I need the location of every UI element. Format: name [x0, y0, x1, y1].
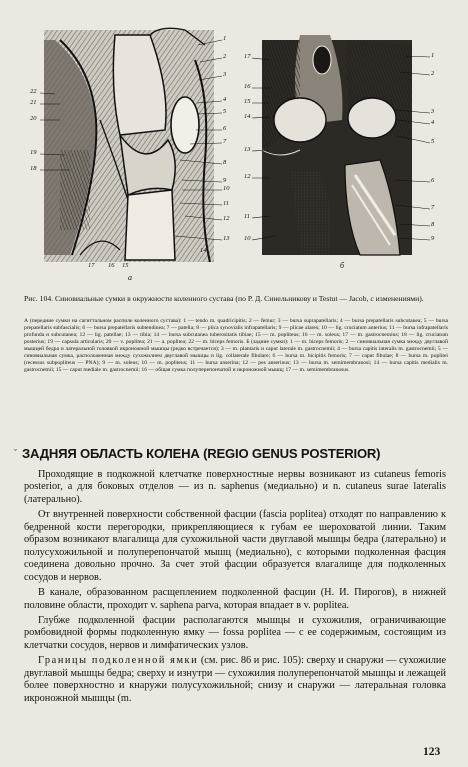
- label-b-10: 10: [244, 235, 251, 242]
- label-a-4: 4: [223, 96, 227, 103]
- label-b-6: 6: [431, 177, 435, 184]
- label-b-5: 5: [431, 138, 435, 145]
- label-b-2: 2: [431, 70, 435, 77]
- paragraph-2: От внутренней поверхности собственной фасции (fascia poplitea) отходят по направлению к бедренной кости перегородки, прикрепляющиеся к губам ее шероховатой линии. Таким образом возникают влагалища для сухожильной части двуглавой мышцы бедра (латерально) и полусухожильной и полуперепончатой мышц (медиально), с которыми подколенная фасция соединена довольно прочно. За счет этой фасции образуется влагалище для подколенных сосудов и нервов.: [24, 509, 446, 583]
- label-a-15: 15: [122, 262, 129, 269]
- label-a-22: 22: [30, 88, 37, 95]
- label-a-7: 7: [223, 138, 227, 145]
- figure-drawing: [0, 0, 468, 300]
- label-a-3: 3: [223, 71, 227, 78]
- label-a-20: 20: [30, 115, 37, 122]
- figure-caption-legend: А (передние сумки на сагиттальном распиле коленного сустава): 1 — tendo m. quadricipitis; 2 — femur; 3 — bursa suprapatellaris; 4 — bursa prepatellaris subcutanea; 5 — bursa prepatellaris subfascialis; 6 — bursa prepatellaris subtendinea; 7 — patella; 8 — plica synovialis infrapatellaris; 9 — plicae alares; 10 — lig. cruciatum anterius; 11 — bursa infrapatellaris profunda и subcutanea; 12 — lig. patellae; 13 — tibia; 14 — bursa subcutanea tuberositatis tibiae; 15 — m. popliteus; 16 — m. soleus; 17 — m. gastrocnemius; 18 — lig. cruciatum posterius; 19 — capsula articularis; 20 — v. poplitea; 21 — a. poplitea; 22 — m. biceps femoris. Б (задние сумки): 1 — m. biceps femoris; 2 — синовиальная сумка между двуглавой мышцей бедра и латеральной головкой икроножной мышцы (редко встречается); 3 — m. plantaris и caput laterale m. gastrocnemii; 4 — bursa capitis lateralis m. gastrocnemii; 5 — синовиальная сумка, расположенная между сухожилием двуглавой мышцы и lig. collaterale fibulare; 6 — bursa m. bicipitis femoris; 7 — caput fibulae; 8 — bursa m. poplitei (recessus subpopliteus — PNA); 9 — m. soleus; 10 — m. popliteus; 11 — bursa anserina; 12 — pes anserinus; 13 — bursa m. semimembranosi; 14 — bursa capitis medialis m. gastrocnemii; 15 — caput mediale m. gastrocnemii; 16 — общая сумка полуперепончатой и икроножной мышц; 17 — m. semimembranosus.: [24, 318, 448, 373]
- label-b-3: 3: [431, 108, 435, 115]
- label-b-1: 1: [431, 52, 435, 59]
- paragraph-5-text: (см. рис. 86 и рис. 105): сверху и снаружи — сухожилие двуглавой мышцы бедра; сверху и изнутри — сухожилия полуперепончатой мышцы и лежащей более поверхностно и кнаружи полусухожильной; снизу и снаружи — латеральная головка икроножной мышцы (m.: [24, 655, 447, 704]
- label-a-1: 1: [223, 35, 227, 42]
- panel-a-letter: а: [128, 273, 132, 282]
- label-a-8: 8: [223, 159, 227, 166]
- label-a-19: 19: [30, 149, 37, 156]
- label-a-17: 17: [88, 262, 95, 269]
- panel-a-illustration: [44, 28, 214, 262]
- page-number: 123: [423, 746, 441, 758]
- figure-caption-title: Рис. 104. Синовиальные сумки в окружности коленного сустава (по Р. Д. Синельникову и Testut — Jacob, с изменениями).: [24, 294, 424, 303]
- label-a-18: 18: [30, 165, 37, 172]
- label-b-4: 4: [431, 119, 435, 126]
- figure: [0, 0, 468, 300]
- label-b-8: 8: [431, 221, 435, 228]
- section-heading: ЗАДНЯЯ ОБЛАСТЬ КОЛЕНА (REGIO GENUS POSTERIOR): [22, 446, 381, 461]
- label-b-17: 17: [244, 53, 251, 60]
- label-a-10: 10: [223, 185, 230, 192]
- label-a-14: 14: [200, 247, 207, 254]
- label-b-12: 12: [244, 173, 251, 180]
- label-a-11: 11: [223, 200, 230, 207]
- label-b-15: 15: [244, 98, 251, 105]
- label-b-7: 7: [431, 204, 435, 211]
- label-a-16: 16: [108, 262, 115, 269]
- paragraph-4: Глубже подколенной фасции располагаются мышцы и сухожилия, ограничивающие ромбовидной формы подколенную ямку — fossa poplitea — с ее содержимым, состоящим из клетчатки сосудов, нервов и лимфатических узлов.: [24, 614, 446, 651]
- label-b-16: 16: [244, 83, 251, 90]
- label-a-5: 5: [223, 108, 227, 115]
- spaced-heading: Границы подколенной ямки: [38, 655, 199, 667]
- label-a-6: 6: [223, 125, 227, 132]
- paragraph-3: В канале, образованном расщеплением подколенной фасции (Н. И. Пирогов), в нижней половине области, проходит v. saphena parva, которая впадает в v. poplitea.: [24, 587, 446, 611]
- label-a-13: 13: [223, 235, 230, 242]
- label-a-9: 9: [223, 177, 227, 184]
- label-a-12: 12: [223, 215, 230, 222]
- panel-b-illustration: [262, 35, 412, 255]
- label-b-13: 13: [244, 146, 251, 153]
- label-b-9: 9: [431, 235, 435, 242]
- body-text: [24, 469, 446, 708]
- paragraph-5: [24, 655, 446, 705]
- panel-b-letter: б: [340, 261, 345, 270]
- label-b-11: 11: [244, 213, 251, 220]
- paragraph-1: Проходящие в подкожной клетчатке поверхностные нервы возникают из cutaneus femoris posterior, а для боковых отделов — из n. saphenus (медиально) и n. cutaneus surae lateralis (латерально).: [24, 469, 446, 505]
- label-a-21: 21: [30, 99, 37, 106]
- label-a-2: 2: [223, 53, 227, 60]
- label-b-14: 14: [244, 113, 251, 120]
- margin-mark: ˇ: [14, 448, 17, 458]
